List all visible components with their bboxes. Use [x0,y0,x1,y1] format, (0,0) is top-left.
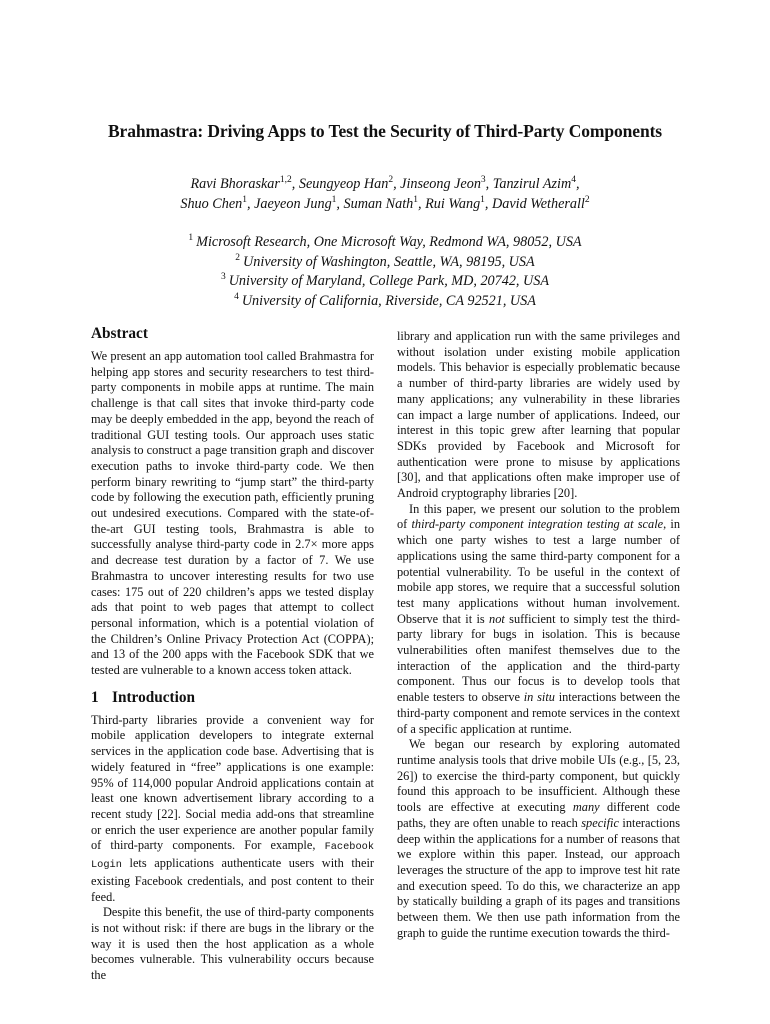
facebook-login-code: Facebook Login [91,841,374,872]
affiliation-text: University of Maryland, College Park, MD, 20742, USA [228,273,550,289]
affiliation-text: University of Washington, Seattle, WA, 98195, USA [243,253,535,270]
text-run: different code paths, they are often unable to reach [397,800,680,830]
text-run: In this paper, we present our solution to the problem of [397,501,680,532]
paper-title: Brahmastra: Driving Apps to Test the Security of Third-Party Components [107,121,663,141]
abstract-heading: Abstract [91,325,148,342]
author-affiliation-mark: 1 [331,195,337,205]
emphasis: in situ [523,690,555,705]
author-affiliation-mark: 1 [480,195,485,205]
text-run: sufficient to simply test the third-party library for bugs in isolation. This is because vulnerabilities often manifest themselves due to the interaction of the application and the third-party component. Thus our focus is to develop tools that enable testers to observe [397,611,680,705]
author-name: Tanzirul Azim [492,176,572,192]
emphasis: many [572,800,600,815]
section-number: 1 [91,688,99,706]
author-name: Jaeyeon Jung [254,196,332,212]
affiliation-list [0,233,770,311]
author-name: Rui Wang [425,196,481,212]
author-name: Shuo Chen [180,196,243,212]
affiliation [0,233,770,253]
intro-p1-text-end: lets applications authenticate users with their existing Facebook credentials, and post content to their feed. [91,856,374,904]
affiliation-number: 2 [235,252,241,263]
introduction-heading [91,689,374,707]
affiliation-text: University of California, Riverside, CA 92521, USA [241,292,536,309]
affiliation-text: Microsoft Research, One Microsoft Way, Redmond WA, 98052, USA [196,234,582,250]
author-affiliation-mark: 1 [413,195,419,205]
text-run: interactions deep within the applications for a number of reasons that we explore within this paper. Instead, our approach leverages the structure of the app to improve test hit rate and execution speed. To do this, we characterize an app by statically building a graph of its pages and transitions between them. We then use path information from the graph to guide the runtime execution towards the third- [397,815,680,940]
section-title: Introduction [112,688,196,706]
affiliation-number: 1 [188,233,194,243]
author-list [0,174,770,214]
author-name: Suman Nath [343,196,414,212]
author-name: Jinseong Jeon [400,176,481,192]
emphasis: third-party component integration testing at scale [411,517,664,532]
affiliation [0,253,770,273]
author-affiliation-mark: 1,2 [279,175,292,185]
author-affiliation-mark: 2 [584,195,590,205]
intro-paragraph-1 [91,713,374,905]
right-paragraph-2 [397,502,680,738]
affiliation [0,292,770,312]
author-affiliation-mark: 3 [480,175,486,185]
author-line-1: Ravi Bhoraskar$^{1,2}$, Seungyeop Han$^2$, Jinseong Jeon$^3$, Tanzirul Azim$^4$, [190,175,580,192]
abstract-text: We present an app automation tool called Brahmastra for helping app stores and security researchers to test third-party components in mobile apps at runtime. The main challenge is that call sites that invoke third-party code may be deeply embedded in the app, beyond the reach of traditional GUI testing tools. Our approach uses static analysis to construct a page transition graph and discover execution paths to invoke third-party code. We then perform binary rewriting to “jump start” the third-party code by following the execution path, efficiently pruning out undesired executions. Compared with the state-of-the-art GUI testing tools, Brahmastra is able to successfully analyse third-party code in 2.7× more apps and decrease test duration by a factor of 7. We use Brahmastra to uncover interesting results for two use cases: 175 out of 220 children’s apps we tested display ads that point to web pages that attempt to collect personal information, which is a potential violation of the Children’s Online Privacy Protection Act (COPPA); and 13 of the 200 apps with the Facebook SDK that we tested are vulnerable to a known access token attack. [91,349,374,678]
text-run: interactions between the third-party component and remote services in the context of a specific application at runtime. [397,690,681,736]
author-affiliation-mark: 4 [571,175,576,185]
author-name: Seungyeop Han [298,176,389,192]
text-run: We began our research by exploring automated runtime analysis tools that drive mobile UIs (e.g., [5, 23, 26]) to exercise the third-party component, but quickly found this approach to be insufficient. Although these tools are effective at executing [397,737,680,815]
affiliation [0,272,770,292]
intro-paragraph-2: Despite this benefit, the use of third-party components is not without risk: if there are bugs in the library or the way it is used then the host application as a whole becomes vulnerable. This vulnerability occurs because the [91,905,374,983]
right-paragraph-1: library and application run with the same privileges and without isolation under existing mobile application models. This behavior is especially problematic because a number of third-party libraries are widely used by many applications; any vulnerability in these libraries can impact a large number of applications. Indeed, our interest in this topic grew after learning that popular SDKs provided by Facebook and Microsoft for authentication were prone to misuse by applications [30], and that applications often make improper use of Android cryptography libraries [20]. [397,329,680,501]
author-name: David Wetherall [492,196,585,212]
author-affiliation-mark: 2 [388,175,394,185]
emphasis: not [489,611,505,626]
right-paragraph-3 [397,737,680,941]
author-affiliation-mark: 1 [242,195,247,205]
right-column [397,329,680,941]
author-line-2: Shuo Chen$^1$, Jaeyeon Jung$^1$, Suman Nath$^1$, Rui Wang$^1$, David Wetherall$^2$ [180,195,590,212]
intro-p1-text: Third-party libraries provide a convenient way for mobile application developers to integrate external services in the application code base. Advertising that is widely featured in “free” applications is one example: 95% of 114,000 popular Android applications contain at least one known advertisement library according to a recent study [22]. Social media add-ons that streamline or enrich the user experience are another popular family of third-party components. For example, [91,712,374,853]
text-run: , in which one party wishes to test a large number of applications using the same third-party component for a potential vulnerability. To be useful in the context of mobile app stores, we require that a successful solution test many applications without human involvement. Observe that it is [397,517,680,626]
affiliation-number: 4 [234,291,239,302]
affiliation-number: 3 [220,272,226,282]
emphasis: specific [581,815,619,830]
left-column [91,325,374,984]
author-name: Ravi Bhoraskar [190,176,280,192]
